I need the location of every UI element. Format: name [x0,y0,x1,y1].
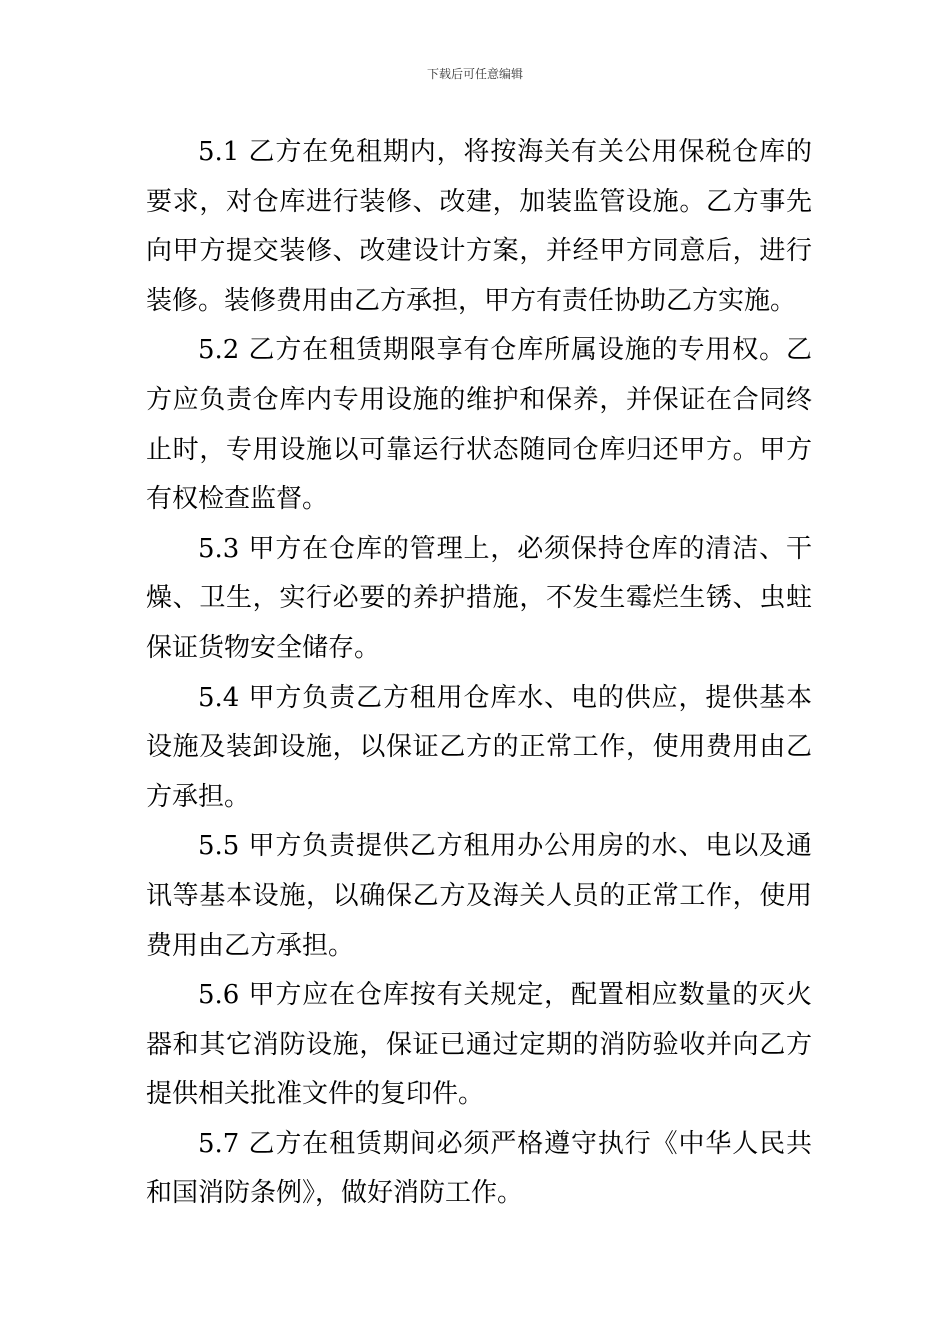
clause-5-7: 5.7 乙方在租赁期间必须严格遵守执行《中华人民共和国消防条例》，做好消防工作。 [146,1128,812,1209]
clause-5-5: 5.5 甲方负责提供乙方租用办公用房的水、电以及通讯等基本设施，以确保乙方及海关人员的正常工作，使用费用由乙方承担。 [146,831,812,961]
clause-5-6: 5.6 甲方应在仓库按有关规定，配置相应数量的灭火器和其它消防设施，保证已通过定期的消防验收并向乙方提供相关批准文件的复印件。 [146,980,812,1110]
clause-5-4: 5.4 甲方负责乙方租用仓库水、电的供应，提供基本设施及装卸设施，以保证乙方的正常工作，使用费用由乙方承担。 [146,682,812,812]
clause-5-2: 5.2 乙方在租赁期限享有仓库所属设施的专用权。乙方应负责仓库内专用设施的维护和保养，并保证在合同终止时，专用设施以可靠运行状态随同仓库归还甲方。甲方有权检查监督。 [146,335,812,515]
document-body [146,128,812,1219]
clause-5-3: 5.3 甲方在仓库的管理上，必须保持仓库的清洁、干燥、卫生，实行必要的养护措施，不发生霉烂生锈、虫蛀保证货物安全储存。 [146,533,812,663]
page-header: 下载后可任意编辑 [426,67,523,81]
clause-5-1: 5.1 乙方在免租期内，将按海关有关公用保税仓库的要求，对仓库进行装修、改建，加装监管设施。乙方事先向甲方提交装修、改建设计方案，并经甲方同意后，进行装修。装修费用由乙方承担，甲方有责任协助乙方实施。 [146,137,812,316]
